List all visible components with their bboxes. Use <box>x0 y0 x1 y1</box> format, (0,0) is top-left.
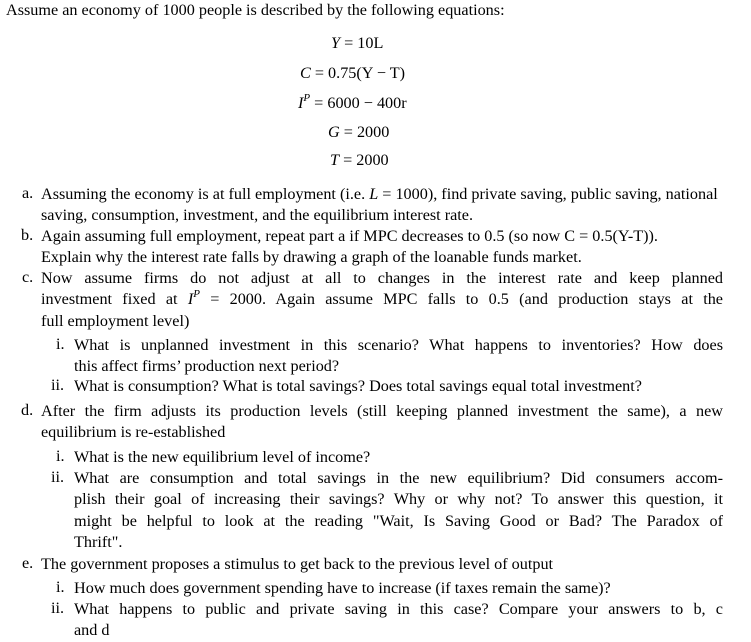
part-a-label: a. <box>22 184 34 202</box>
eq-lhs: G <box>328 123 340 141</box>
part-b-line: Again assuming full employment, repeat part a if MPC decreases to 0.5 (so now C = 0.5(Y-T)). <box>41 227 658 245</box>
eq-op: = <box>314 64 324 82</box>
part-c-line: full employment level) <box>41 311 190 330</box>
part-c-i-text <box>74 335 723 378</box>
eq-rhs: 2000 <box>356 151 389 169</box>
part-d-ii-line: What are consumption and total savings in the new equilibrium? Did consumers accom- <box>74 469 723 487</box>
eq-rhs: 2000 <box>356 123 390 141</box>
part-e-line: The government proposes a stimulus to get back to the previous level of output <box>41 555 554 573</box>
part-e-text <box>41 554 723 575</box>
part-a-line: Assuming the economy is at full employment (i.e. L = 1000), find private saving, public <box>41 185 612 203</box>
part-c-label: c. <box>22 268 34 286</box>
part-a-line: saving, national saving, consumption, investment, and the equilibrium interest rate. <box>41 185 718 225</box>
part-d-ii-line: Thrift". <box>74 532 123 551</box>
part-d-text <box>41 401 723 444</box>
eq-lhs: I <box>298 94 304 112</box>
part-c-ii-line: What is consumption? What is total savings? Does total savings equal total investment? <box>74 377 642 395</box>
part-e-ii-text <box>74 599 723 642</box>
part-c-text <box>41 268 723 332</box>
eq-rhs: 10L <box>357 34 384 52</box>
part-d-line: After the firm adjusts its production levels (still keeping planned investment the same), a new <box>41 402 723 420</box>
part-c-ii-label: ii. <box>51 376 65 394</box>
part-e-i-line: How much does government spending have to increase (if taxes remain the same)? <box>74 579 611 597</box>
intro-text: Assume an economy of 1000 people is described by the following equations: <box>6 1 505 19</box>
part-c-line: Now assume firms do not adjust at all to changes in the interest rate and keep planned <box>41 269 723 287</box>
part-c-i-line: this affect firms’ production next period? <box>74 357 340 376</box>
part-b-text <box>41 226 731 269</box>
eq-op: = <box>343 151 353 169</box>
part-d-i-label: i. <box>56 447 65 465</box>
part-d-label: d. <box>21 401 34 419</box>
eq-op: = <box>314 94 324 112</box>
eq-rhs: 6000 − 400r <box>327 94 407 112</box>
part-c-i-label: i. <box>56 335 65 353</box>
part-e-ii-label: ii. <box>51 599 65 617</box>
part-d-ii-line: might be helpful to look at the reading "Wait, Is Saving Good or Bad? The Paradox of <box>74 511 723 530</box>
eq-op: = <box>343 123 353 141</box>
part-e-ii-line: and d <box>74 621 110 640</box>
part-d-i-line: What is the new equilibrium level of income? <box>74 448 371 466</box>
part-d-ii-label: ii. <box>51 468 65 486</box>
part-d-i-text <box>74 447 723 468</box>
equation-y <box>331 34 383 53</box>
eq-rhs: 0.75(Y − T) <box>328 64 406 82</box>
eq-lhs: C <box>300 64 311 82</box>
part-c-ii-text <box>74 376 734 397</box>
part-b-line: Explain why the interest rate falls by drawing a graph of the loanable funds market. <box>41 248 582 267</box>
eq-lhs: Y <box>331 34 341 52</box>
part-e-i-text <box>74 578 723 599</box>
part-a-text <box>41 184 723 227</box>
part-d-line: equilibrium is re-established <box>41 423 226 442</box>
part-e-label: e. <box>22 554 34 572</box>
part-d-ii-text <box>74 468 723 553</box>
part-c-line: investment fixed at $I^P = 2000$. Again assume MPC falls to 0.5 (and production stays at the <box>41 288 723 309</box>
part-e-ii-line: What happens to public and private saving in this case? Compare your answers to b, c <box>74 600 723 618</box>
part-c-i-line: What is unplanned investment in this scenario? What happens to inventories? How does <box>74 336 723 354</box>
equation-g <box>328 123 389 142</box>
equation-ip <box>298 94 407 113</box>
part-b-label: b. <box>21 226 34 244</box>
equation-c <box>300 64 405 83</box>
equation-t <box>330 151 389 170</box>
eq-op: = <box>344 34 354 52</box>
part-d-ii-line: plish their goal of increasing their savings? Why or why not? To answer this question, it <box>74 490 723 509</box>
eq-lhs: T <box>330 151 340 169</box>
eq-sup: P <box>303 92 311 104</box>
part-e-i-label: i. <box>56 578 65 596</box>
